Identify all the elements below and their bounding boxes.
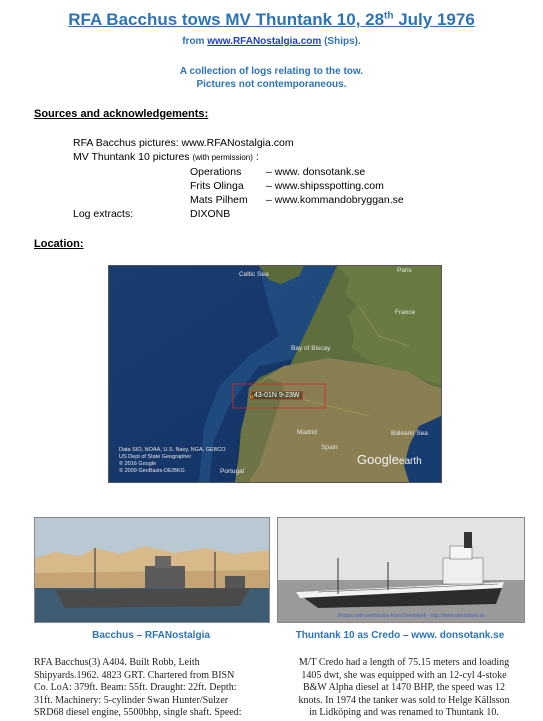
bacchus-photo-graphic (35, 518, 269, 622)
location-heading: Location: (34, 238, 84, 250)
document-title: RFA Bacchus tows MV Thuntank 10, 28th July 1976 (68, 10, 475, 29)
sources-heading: Sources and acknowledgements: (34, 108, 209, 120)
credit-source-shipspotting: – www.shipsspotting.com (266, 180, 384, 192)
map-label-spain: Spain (321, 444, 338, 451)
map-label-portugal: Portugal (220, 468, 245, 475)
google-earth-logo: Googleearth (357, 452, 422, 467)
location-map (108, 265, 442, 483)
intro-line-2: Pictures not contemporaneous. (196, 79, 347, 90)
source-line: from www.RFANostalgia.com (Ships). (182, 36, 361, 47)
photo-watermark: Picture with permission from Donsötank - http://www.donsotank.se (338, 613, 485, 619)
intro-line-1: A collection of logs relating to the tow. (179, 66, 364, 77)
map-label-madrid: Madrid (297, 429, 317, 436)
map-credits: Data SIO, NOAA, U.S. Navy, NGA, GEBCO US Dept of State Geographer © 2016 Google © 2009 GeoBasis-DE/BKG (119, 447, 226, 474)
credit-name-frits: Frits Olinga (190, 180, 244, 192)
rfanostalgia-link[interactable]: www.RFANostalgia.com (207, 36, 322, 47)
marker-coordinates-label: 43-01N 9-23W (251, 391, 303, 400)
map-label-paris: Paris (397, 267, 412, 274)
credit-name-operations: Operations (190, 166, 242, 178)
thuntank-description: M/T Credo had a length of 75.15 meters and loading 1405 dwt, she was equipped with an 12-cyl 4-stoke B&W Alpha diesel at 1470 BHP, the speed was 12 knots. In 1974 the tanker was sold to Helge Källsson in Lidköping and was renamed to Thuntank 10. (298, 657, 510, 718)
rfa-pictures-line: RFA Bacchus pictures: www.RFANostalgia.com (73, 137, 294, 149)
map-label-balearic-sea: Balearic Sea (391, 430, 428, 437)
credit-source-kommandobryggan: – www.kommandobryggan.se (266, 194, 404, 206)
thuntank-caption: Thuntank 10 as Credo – www. donsotank.se (295, 630, 505, 641)
log-extracts-value: DIXONB (190, 208, 231, 220)
bacchus-photo (34, 517, 270, 623)
map-label-bay-of-biscay: Bay of Biscay (291, 345, 331, 352)
thuntank-photo (277, 517, 525, 623)
log-extracts-label: Log extracts: (73, 208, 134, 220)
mv-pictures-line: MV Thuntank 10 pictures (with permission) : (73, 151, 259, 163)
map-label-france: France (395, 309, 416, 316)
bacchus-description: RFA Bacchus(3) A404. Built Robb, Leith Shipyards.1962. 4823 GRT. Chartered from BISN Co. LoA: 379ft. Beam: 55ft. Draught: 22ft. Depth: 31ft. Machinery: 5-cylinder Swan Hunter/Sulzer SRD68 diesel engine, 5500bhp, single shaft. Speed: (34, 657, 242, 718)
credit-source-donsotank: – www. donsotank.se (266, 166, 366, 178)
bacchus-caption: Bacchus – RFANostalgia (92, 630, 210, 641)
credit-name-mats: Mats Pilhem (190, 194, 248, 206)
thuntank-photo-graphic (278, 518, 524, 622)
map-label-celtic-sea: Celtic Sea (239, 271, 269, 278)
